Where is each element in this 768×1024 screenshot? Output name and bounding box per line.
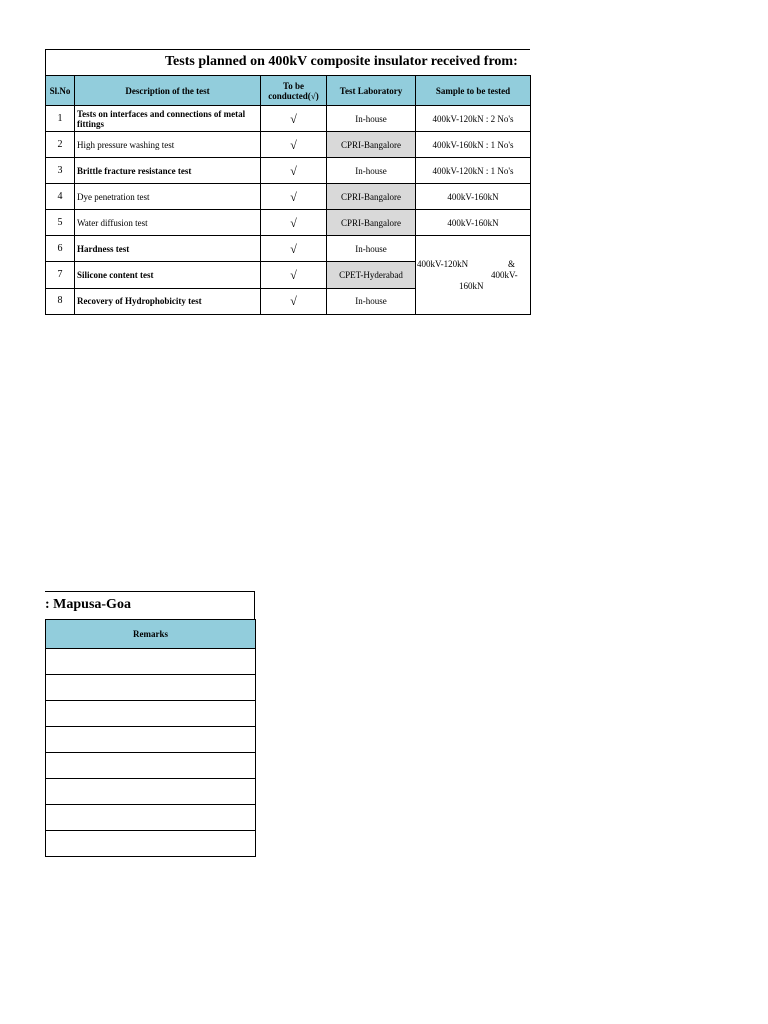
- remarks-cell: [46, 779, 256, 805]
- table-row: [46, 805, 256, 831]
- row-lab: In-house: [327, 288, 416, 314]
- row-lab: CPRI-Bangalore: [327, 184, 416, 210]
- merged-sample-part3: 160kN: [459, 281, 484, 291]
- row-description: Recovery of Hydrophobicity test: [75, 288, 261, 314]
- row-description: Water diffusion test: [75, 210, 261, 236]
- check-mark: √: [261, 262, 327, 288]
- row-lab: CPRI-Bangalore: [327, 132, 416, 158]
- page-title: Tests planned on 400kV composite insulator received from:: [165, 54, 518, 69]
- row-slno: 7: [46, 262, 75, 288]
- check-mark: √: [261, 210, 327, 236]
- merged-sample-part2: 400kV-: [491, 270, 518, 280]
- table-row: [46, 779, 256, 805]
- remarks-cell: [46, 753, 256, 779]
- remarks-page-title: : Mapusa-Goa: [45, 597, 131, 612]
- row-description: Hardness test: [75, 236, 261, 262]
- remarks-cell: [46, 675, 256, 701]
- tests-table: [45, 75, 531, 315]
- remarks-cell: [46, 831, 256, 857]
- check-mark: √: [261, 132, 327, 158]
- row-description: Silicone content test: [75, 262, 261, 288]
- check-mark: √: [261, 184, 327, 210]
- row-description: Tests on interfaces and connections of metal fittings: [75, 106, 261, 132]
- check-mark: √: [261, 288, 327, 314]
- remarks-cell: [46, 649, 256, 675]
- row-slno: 5: [46, 210, 75, 236]
- row-lab: CPRI-Bangalore: [327, 210, 416, 236]
- table-row: [46, 184, 531, 210]
- header-to-be-conducted: To be conducted(√): [261, 76, 327, 106]
- header-remarks: Remarks: [46, 620, 256, 649]
- table-row: [46, 649, 256, 675]
- table-row: [46, 158, 531, 184]
- row-sample: 400kV-160kN: [416, 210, 531, 236]
- row-slno: 3: [46, 158, 75, 184]
- row-slno: 1: [46, 106, 75, 132]
- row-slno: 8: [46, 288, 75, 314]
- row-lab: CPET-Hyderabad: [327, 262, 416, 288]
- row-slno: 6: [46, 236, 75, 262]
- row-sample: 400kV-160kN: [416, 184, 531, 210]
- remarks-table: [45, 619, 256, 857]
- row-slno: 2: [46, 132, 75, 158]
- table-row: [46, 753, 256, 779]
- merged-sample-cell: [416, 236, 531, 315]
- table-row: [46, 210, 531, 236]
- check-mark: √: [261, 236, 327, 262]
- row-sample: 400kV-120kN : 1 No's: [416, 158, 531, 184]
- check-mark: √: [261, 158, 327, 184]
- table-row: [46, 132, 531, 158]
- remarks-header-row: [46, 620, 256, 649]
- row-sample: 400kV-120kN : 2 No's: [416, 106, 531, 132]
- table-row: [46, 675, 256, 701]
- row-description: Brittle fracture resistance test: [75, 158, 261, 184]
- table-row: [46, 831, 256, 857]
- row-lab: In-house: [327, 236, 416, 262]
- row-sample: 400kV-160kN : 1 No's: [416, 132, 531, 158]
- check-mark: √: [261, 106, 327, 132]
- table-header-row: [46, 76, 531, 106]
- header-sample: Sample to be tested: [416, 76, 531, 106]
- row-lab: In-house: [327, 106, 416, 132]
- merged-sample-amp: &: [508, 259, 516, 269]
- row-description: Dye penetration test: [75, 184, 261, 210]
- header-description: Description of the test: [75, 76, 261, 106]
- row-description: High pressure washing test: [75, 132, 261, 158]
- remarks-cell: [46, 805, 256, 831]
- table-row: [46, 236, 531, 262]
- merged-sample-part1: 400kV-120kN: [417, 259, 469, 269]
- remarks-cell: [46, 701, 256, 727]
- remarks-cell: [46, 727, 256, 753]
- table-row: [46, 727, 256, 753]
- header-test-laboratory: Test Laboratory: [327, 76, 416, 106]
- header-slno: Sl.No: [46, 76, 75, 106]
- table-row: [46, 701, 256, 727]
- table-row: [46, 106, 531, 132]
- row-slno: 4: [46, 184, 75, 210]
- row-lab: In-house: [327, 158, 416, 184]
